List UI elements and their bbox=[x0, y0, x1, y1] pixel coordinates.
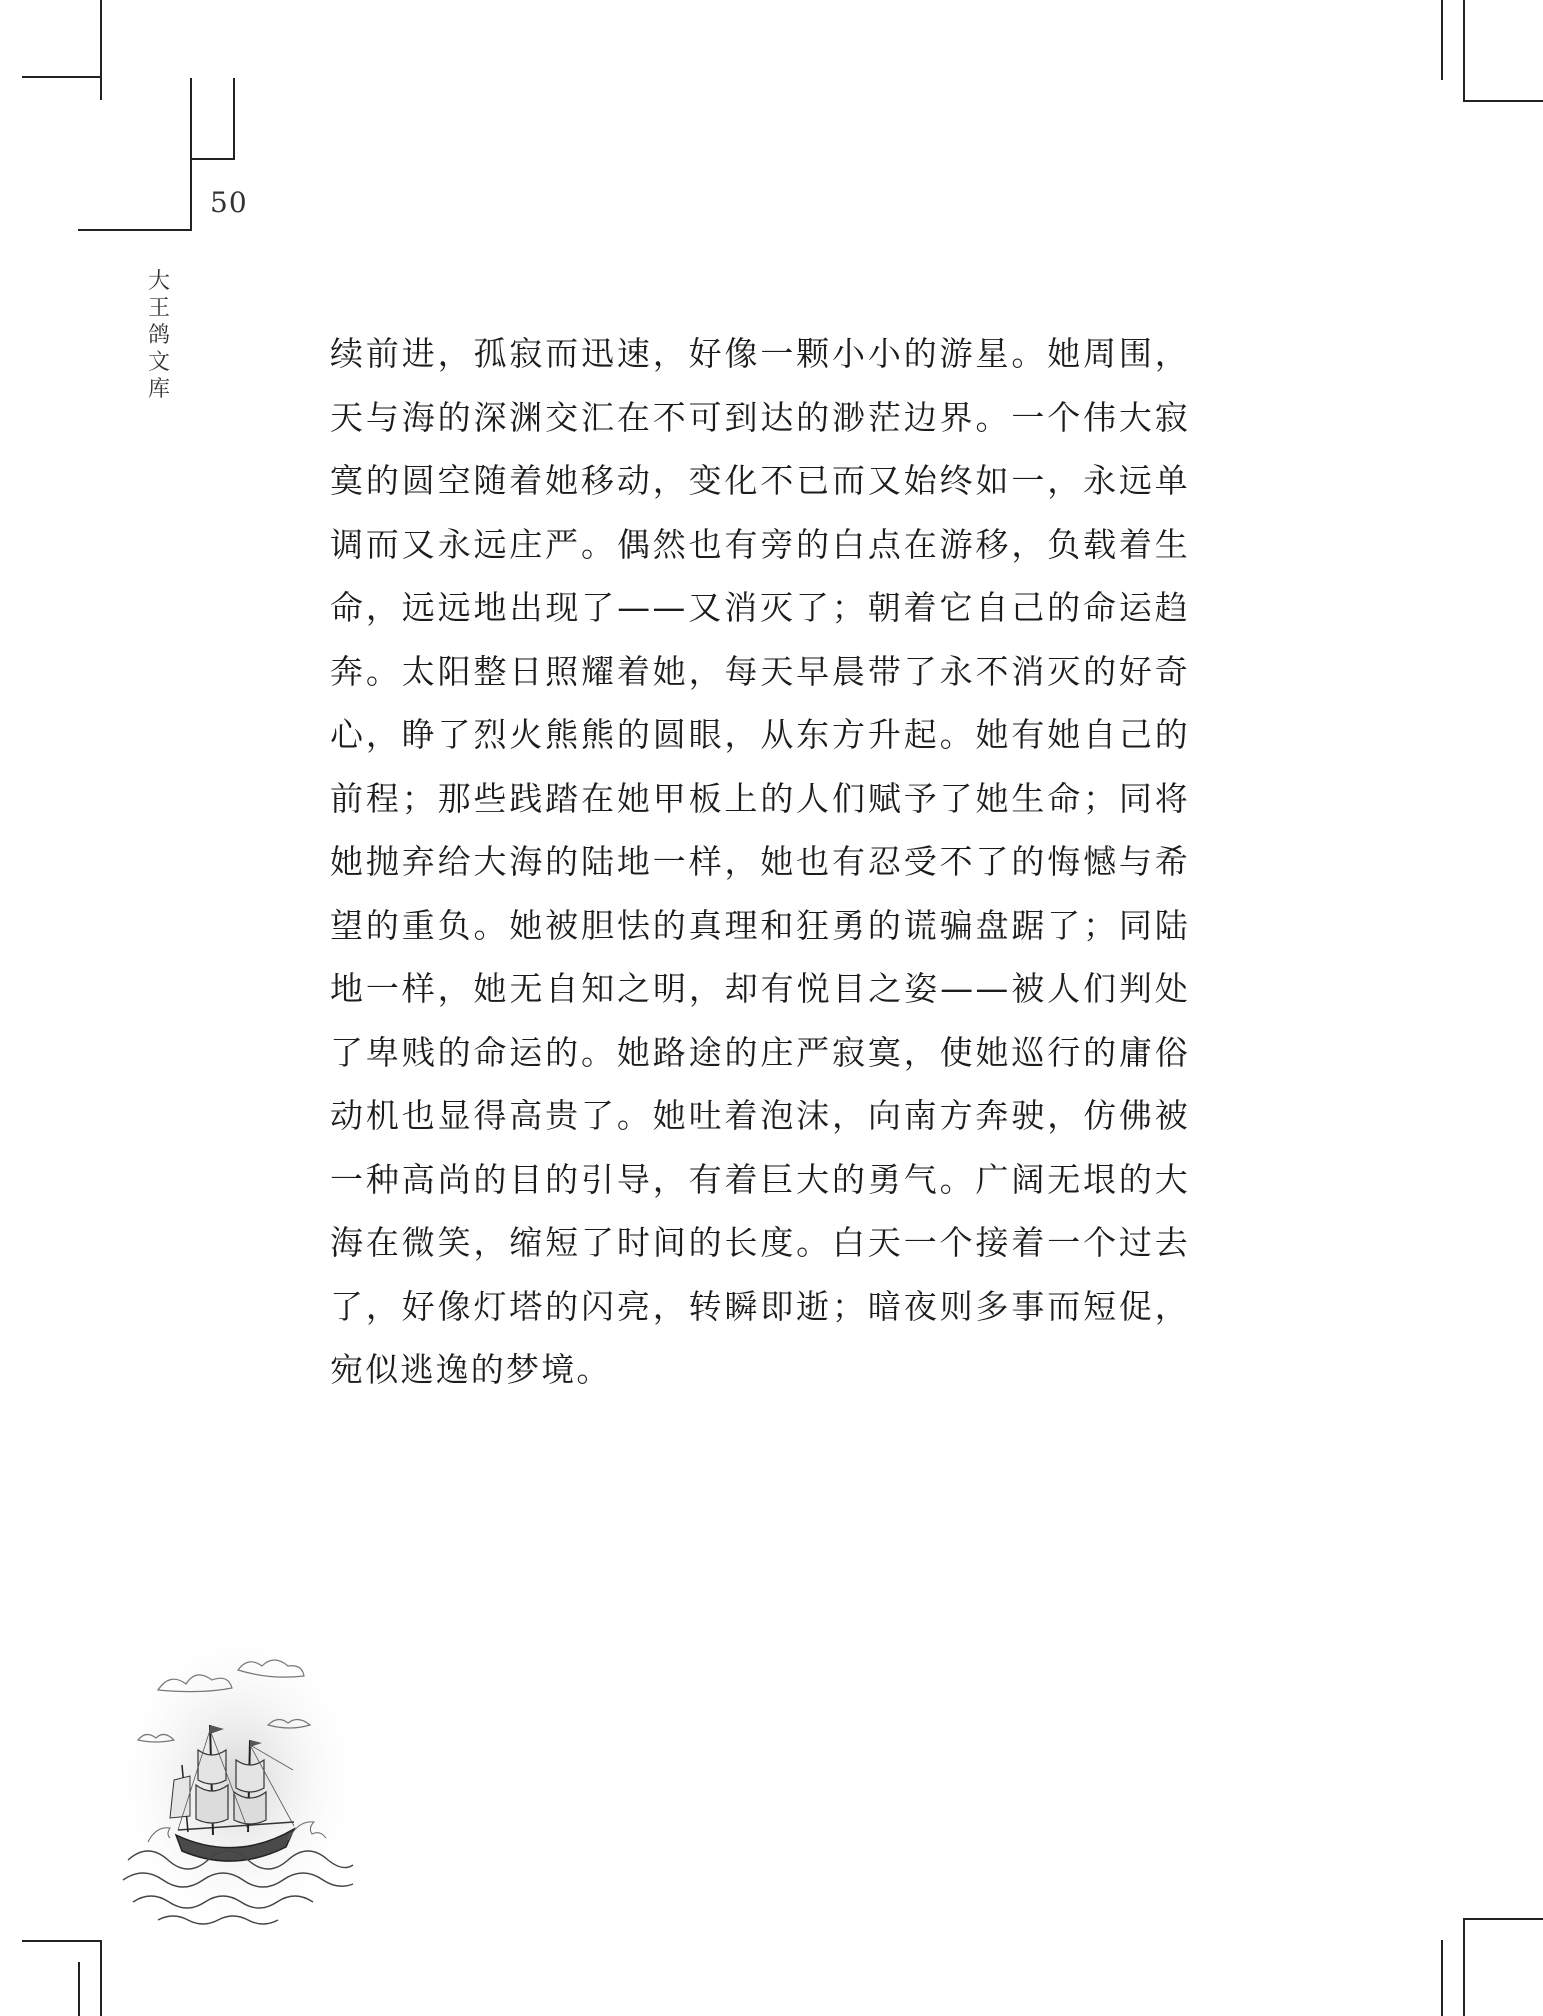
ship-on-waves-icon bbox=[118, 1630, 358, 1930]
body-paragraph: 续前进，孤寂而迅速，好像一颗小小的游星。她周围，天与海的深渊交汇在不可到达的渺茫边界。一个伟大寂寞的圆空随着她移动，变化不已而又始终如一，永远单调而又永远庄严。偶然也有旁的白点在游移，负载着生命，远远地出现了——又消灭了；朝着它自己的命运趋奔。太阳整日照耀着她，每天早晨带了永不消灭的好奇心，睁了烈火熊熊的圆眼，从东方升起。她有她自己的前程；那些践踏在她甲板上的人们赋予了她生命；同将她抛弃给大海的陆地一样，她也有忍受不了的悔憾与希望的重负。她被胆怯的真理和狂勇的谎骗盘踞了；同陆地一样，她无自知之明，却有悦目之姿——被人们判处了卑贱的命运的。她路途的庄严寂寞，使她巡行的庸俗动机也显得高贵了。她吐着泡沫，向南方奔驶，仿佛被一种高尚的目的引导，有着巨大的勇气。广阔无垠的大海在微笑，缩短了时间的长度。白天一个接着一个过去了，好像灯塔的闪亮，转瞬即逝；暗夜则多事而短促，宛似逃逸的梦境。 bbox=[330, 334, 1190, 1389]
series-label: 大王鸽文库 bbox=[147, 269, 170, 402]
page-number: 50 bbox=[210, 186, 248, 219]
